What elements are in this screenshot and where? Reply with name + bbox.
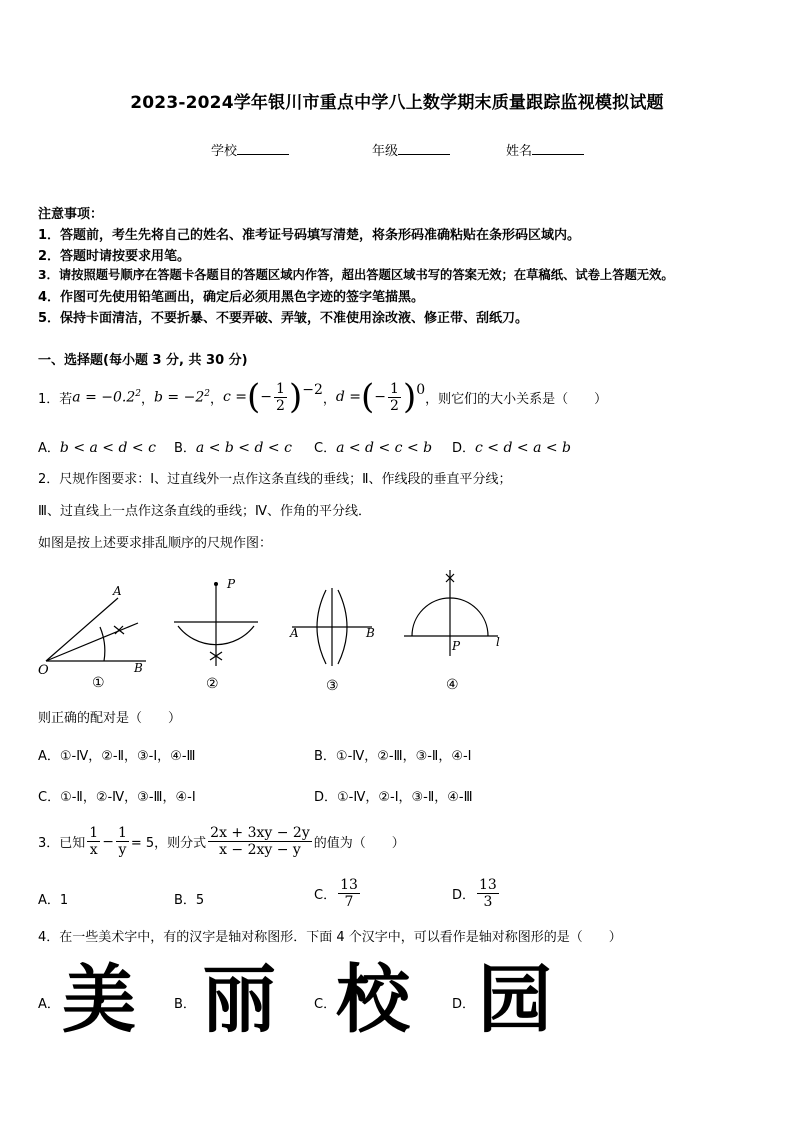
note-item: 3．请按照题号顺序在答题卡各题目的答题区域内作答，超出答题区域书写的答案无效；在草稿纸、试卷上答题无效。 <box>38 268 674 282</box>
q3-option-b: B．5 <box>174 893 205 908</box>
note-item: 2．答题时请按要求用笔。 <box>38 249 191 264</box>
figure-label: ① <box>92 675 105 691</box>
q3-big-fraction: $\frac{2x + 3xy - 2y}{x - 2xy - y}$ <box>210 825 310 858</box>
point-label: P <box>227 577 236 591</box>
grade-field <box>372 140 450 159</box>
q3-option-c: C． $\frac{13}{7}$ <box>314 877 358 910</box>
q3-prefix: 3．已知 <box>38 836 86 851</box>
q1-b: $b = -2^2$ <box>154 388 210 406</box>
q4-label-d: D． <box>452 997 476 1012</box>
school-blank <box>237 141 289 155</box>
point-label: A <box>113 584 122 598</box>
q1-option-b: B．a < b < d < c <box>174 440 292 456</box>
point-label: P <box>452 639 461 653</box>
q1-a: $a = -0.2^2$ <box>72 388 141 406</box>
point-label: O <box>38 663 49 678</box>
point-label: B <box>134 661 143 675</box>
question-3: 3．已知 $\frac{1}{x}$ − $\frac{1}{y}$ = 5，则分式 $\frac{2x + 3xy - 2y}{x - 2xy - y}$ 的值为（ ） <box>38 825 405 858</box>
point-label: l <box>496 635 500 649</box>
q3-option-d: D． $\frac{13}{3}$ <box>452 877 497 910</box>
figure-3 <box>292 588 372 666</box>
q4-label-b: B． <box>174 997 196 1012</box>
question-1: 1．若 $a = -0.2^2$ ， $b = -2^2$ ， c = ( − $\frac{1}{2}$ ) −2 ， d = ( − $\frac{1}{2}$ ) 0 ，则它们的大小关系是（ ） <box>38 377 608 417</box>
q2-line-1: 2．尺规作图要求：Ⅰ、过直线外一点作这条直线的垂线；Ⅱ、作线段的垂直平分线； <box>38 472 512 487</box>
q4-label-c: C． <box>314 997 337 1012</box>
figure-label: ④ <box>446 677 459 693</box>
q4-char-a: 美 <box>62 957 136 1043</box>
q3-fraction-1x: $\frac{1}{x}$ <box>89 825 99 858</box>
note-item: 5．保持卡面清洁，不要折暴、不要弄破、弄皱，不准使用涂改液、修正带、刮纸刀。 <box>38 311 529 326</box>
q2-ask: 则正确的配对是（ ） <box>38 711 182 726</box>
q2-option-a: A．①-Ⅳ，②-Ⅱ，③-Ⅰ，④-Ⅲ <box>38 749 196 764</box>
school-field <box>211 140 289 159</box>
q4-char-c: 校 <box>336 957 410 1043</box>
q1-c-fraction: $\frac{1}{2}$ <box>276 380 285 414</box>
figure-2 <box>174 582 258 666</box>
q1-option-a: A．b < a < d < c <box>38 440 156 456</box>
page-title: 2023-2024学年银川市重点中学八上数学期末质量跟踪监视模拟试题 <box>130 93 664 113</box>
figure-label: ② <box>206 676 219 692</box>
q4-char-d: 园 <box>478 957 552 1043</box>
name-field <box>506 140 584 159</box>
figure-4 <box>404 570 498 656</box>
q1-d-fraction: $\frac{1}{2}$ <box>390 380 399 414</box>
figure-label: ③ <box>326 678 339 694</box>
q1-option-c: C．a < d < c < b <box>314 440 433 456</box>
q1-number: 1．若 <box>38 391 73 407</box>
notes-heading: 注意事项： <box>38 207 104 222</box>
q4-char-b: 丽 <box>202 957 276 1043</box>
name-blank <box>532 141 584 155</box>
q1-option-d: D．c < d < a < b <box>452 440 572 456</box>
q1-tail: ，则它们的大小关系是（ ） <box>425 391 608 407</box>
point-label: B <box>366 626 375 640</box>
section-heading: 一、选择题(每小题 3 分, 共 30 分) <box>38 353 248 368</box>
q2-line-3: 如图是按上述要求排乱顺序的尺规作图： <box>38 536 273 551</box>
q3-option-a: A．1 <box>38 893 69 908</box>
construction-figures <box>30 560 550 700</box>
q2-option-c: C．①-Ⅱ，②-Ⅳ，③-Ⅲ，④-Ⅰ <box>38 790 196 805</box>
note-item: 1．答题前，考生先将自己的姓名、准考证号码填写清楚，将条形码准确粘贴在条形码区域内。 <box>38 228 581 243</box>
q2-option-d: D．①-Ⅳ，②-Ⅰ，③-Ⅱ，④-Ⅲ <box>314 790 473 805</box>
q2-option-b: B．①-Ⅳ，②-Ⅲ，③-Ⅱ，④-Ⅰ <box>314 749 472 764</box>
q3-suffix: 的值为（ ） <box>313 836 405 851</box>
school-label: 学校 <box>211 144 238 159</box>
q4-label-a: A． <box>38 997 60 1012</box>
grade-blank <box>398 141 450 155</box>
name-label: 姓名 <box>506 144 533 159</box>
figure-1 <box>46 598 146 661</box>
q1-c-label: c = <box>223 389 248 405</box>
grade-label: 年级 <box>372 144 399 159</box>
q2-line-2: Ⅲ、过直线上一点作这条直线的垂线；Ⅳ、作角的平分线． <box>38 504 371 519</box>
note-item: 4．作图可先使用铅笔画出，确定后必须用黑色字迹的签字笔描黑。 <box>38 290 425 305</box>
q1-d-label: d = <box>335 389 362 405</box>
point-label: A <box>290 626 299 640</box>
q4-text: 4．在一些美术字中，有的汉字是轴对称图形．下面 4 个汉字中，可以看作是轴对称图形的是（ ） <box>38 930 622 945</box>
q3-fraction-1y: $\frac{1}{y}$ <box>117 825 127 858</box>
